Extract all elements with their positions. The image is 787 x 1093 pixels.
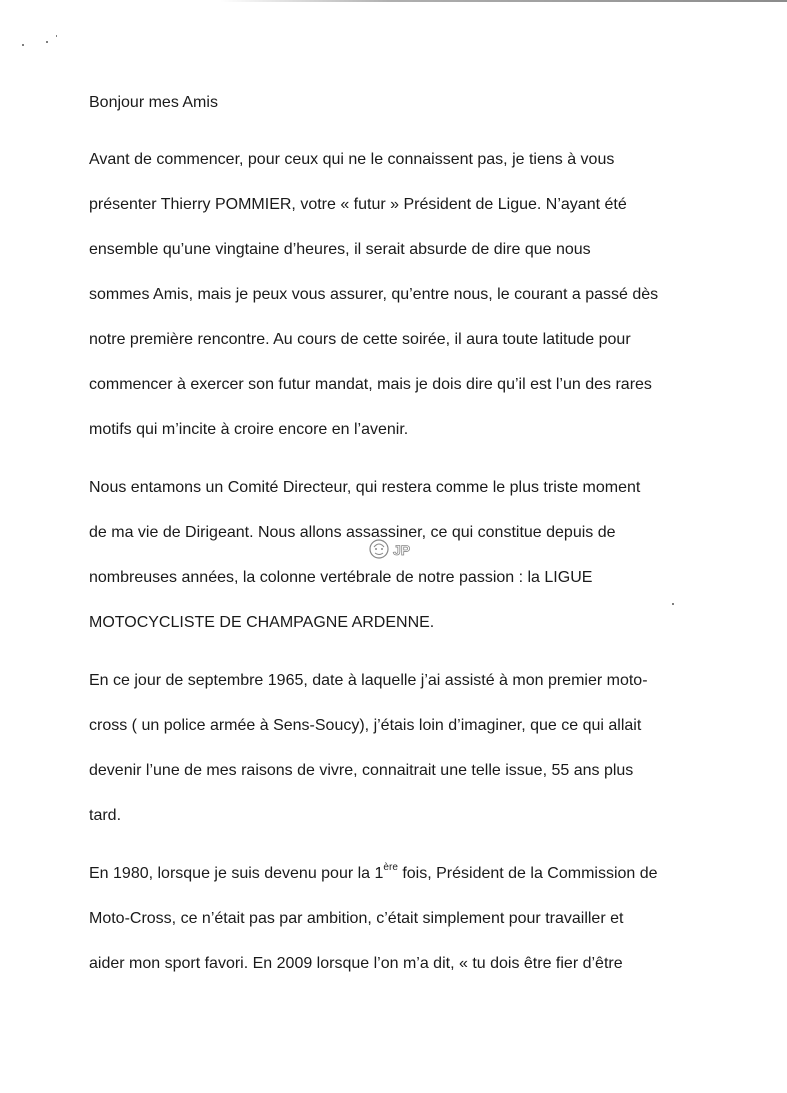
jp-stamp-logo [366,531,418,563]
text-line: nombreuses années, la colonne vertébrale de notre passion : la LIGUE [89,569,593,586]
superscript: ère [383,861,398,873]
text-segment: En 1980, lorsque je suis devenu pour la 1 [89,865,384,882]
scan-speck [46,41,48,43]
scan-speck [56,35,57,37]
stamp-letters: JP [393,542,411,558]
text-line: cross ( un police armée à Sens-Soucy), j’étais loin d’imaginer, que ce qui allait [89,717,642,734]
text-line: Avant de commencer, pour ceux qui ne le connaissent pas, je tiens à vous [89,151,615,168]
scan-speck [22,44,24,46]
paragraph-septembre-1965 [89,670,709,827]
text-line: ensemble qu’une vingtaine d’heures, il serait absurde de dire que nous [89,241,591,258]
text-line: motifs qui m’incite à croire encore en l’avenir. [89,421,409,438]
text-line: aider mon sport favori. En 2009 lorsque l’on m’a dit, « tu dois être fier d’être [89,955,623,972]
text-line: tard. [89,807,122,824]
text-line: devenir l’une de mes raisons de vivre, connaitrait une telle issue, 55 ans plus [89,762,634,779]
text-line: En ce jour de septembre 1965, date à laquelle j’ai assisté à mon premier moto- [89,672,648,689]
text-line: présenter Thierry POMMIER, votre « futur » Président de Ligue. N’ayant été [89,196,627,213]
text-line: notre première rencontre. Au cours de cette soirée, il aura toute latitude pour [89,331,631,348]
text-line: MOTOCYCLISTE DE CHAMPAGNE ARDENNE. [89,614,435,631]
text-line: Moto-Cross, ce n’était pas par ambition, c’était simplement pour travailler et [89,910,624,927]
text-line: Nous entamons un Comité Directeur, qui restera comme le plus triste moment [89,479,641,496]
scan-top-edge [220,0,787,2]
text-line: de ma vie de Dirigeant. Nous allons assassiner, ce qui constitue depuis de [89,524,616,541]
greeting: Bonjour mes Amis [89,94,218,111]
text-line [89,863,709,885]
paragraph-1980 [89,863,709,975]
paragraph-introduction [89,149,709,441]
text-line: commencer à exercer son futur mandat, mais je dois dire qu’il est l’un des rares [89,376,652,393]
text-segment: fois, Président de la Commission de [397,865,658,882]
text-line: sommes Amis, mais je peux vous assurer, qu’entre nous, le courant a passé dès [89,286,659,303]
